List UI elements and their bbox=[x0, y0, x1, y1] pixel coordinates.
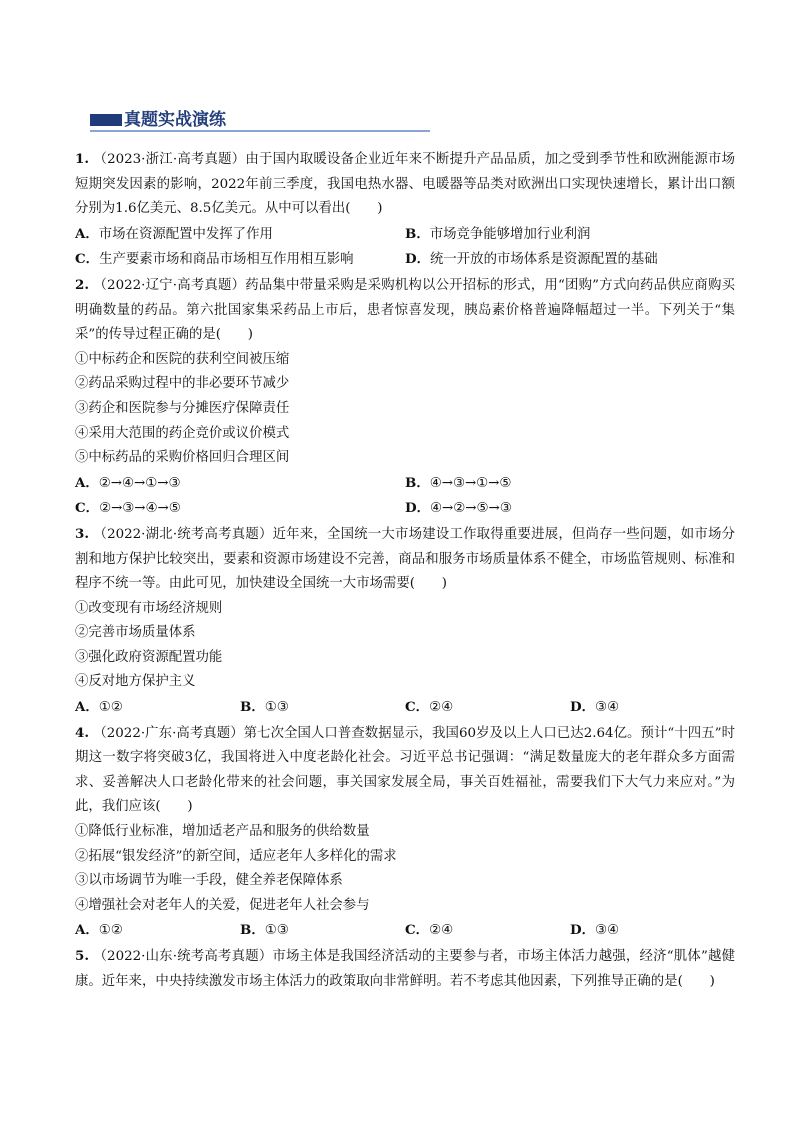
option-text: 市场竞争能够增加行业利润 bbox=[429, 226, 591, 242]
statement-item: ⑤中标药品的采购价格回归合理区间 bbox=[75, 450, 290, 466]
option-a[interactable] bbox=[75, 222, 405, 248]
statement-item: ①降低行业标准，增加适老产品和服务的供给数量 bbox=[75, 824, 370, 840]
option-text: ①③ bbox=[264, 700, 289, 716]
statement-item: ③药企和医院参与分摊医疗保障责任 bbox=[75, 400, 290, 416]
option-label: C． bbox=[405, 922, 430, 939]
question-text: （2022·山东·统考高考真题）市场主体是我国经济活动的主要参与者，市场主体活力越强，经济“肌体”越健康。近年来，中央持续激发市场主体活力的政策取向非常鲜明。若不考虑其他因素，下列推导正确的是( ) bbox=[75, 949, 735, 989]
option-text: ③④ bbox=[595, 923, 620, 939]
option-text: ④→②→⑤→③ bbox=[430, 501, 512, 517]
statement-item: ③强化政府资源配置功能 bbox=[75, 649, 223, 665]
section-title: 真题实战演练 bbox=[124, 110, 226, 130]
option-label: C． bbox=[75, 251, 100, 268]
statement-item: ④增强社会对老年人的关爱，促进老年人社会参与 bbox=[75, 897, 370, 913]
option-row bbox=[75, 496, 735, 522]
option-label: D． bbox=[405, 251, 431, 268]
question-text: （2022·湖北·统考高考真题）近年来，全国统一大市场建设工作取得重要进展，但尚存一些问题，如市场分割和地方保护比较突出，要素和资源市场建设不完善，商品和服务市场质量体系不健全，市场监管规则、标准和程序不统一等。由此可见，加快建设全国统一大市场需要( ) bbox=[75, 526, 735, 592]
question-number: 2. bbox=[75, 276, 89, 293]
option-label: D． bbox=[570, 699, 596, 716]
option-row bbox=[75, 471, 735, 497]
option-label: B． bbox=[240, 699, 265, 716]
statement-item: ④采用大范围的药企竞价或议价模式 bbox=[75, 425, 290, 441]
option-row bbox=[75, 918, 735, 944]
option-label: A． bbox=[75, 225, 99, 242]
question-stem bbox=[75, 721, 735, 820]
option-c[interactable] bbox=[405, 918, 570, 944]
option-label: A． bbox=[75, 699, 99, 716]
option-label: A． bbox=[75, 474, 99, 491]
option-label: D． bbox=[405, 500, 431, 517]
question-number: 4. bbox=[75, 724, 89, 741]
option-row bbox=[75, 247, 735, 273]
option-label: B． bbox=[240, 922, 265, 939]
statement-item: ②药品采购过程中的非必要环节减少 bbox=[75, 376, 290, 392]
question-2 bbox=[75, 273, 735, 522]
question-stem bbox=[75, 522, 735, 597]
statement-item: ④反对地方保护主义 bbox=[75, 674, 196, 690]
question-5 bbox=[75, 944, 735, 994]
question-4 bbox=[75, 721, 735, 944]
option-d[interactable] bbox=[570, 918, 735, 944]
option-label: C． bbox=[405, 699, 430, 716]
option-text: 市场在资源配置中发挥了作用 bbox=[98, 226, 273, 242]
option-d[interactable] bbox=[405, 247, 735, 273]
option-c[interactable] bbox=[75, 247, 405, 273]
option-text: ①② bbox=[98, 700, 123, 716]
option-text: ①③ bbox=[264, 923, 289, 939]
option-b[interactable] bbox=[405, 471, 735, 497]
statement-item: ①改变现有市场经济规则 bbox=[75, 600, 223, 616]
option-b[interactable] bbox=[240, 918, 405, 944]
option-text: ④→③→①→⑤ bbox=[429, 475, 512, 491]
option-text: 统一开放的市场体系是资源配置的基础 bbox=[430, 252, 658, 268]
option-label: C． bbox=[75, 500, 100, 517]
option-label: B． bbox=[405, 474, 430, 491]
question-text: （2023·浙江·高考真题）由于国内取暖设备企业近年来不断提升产品品质，加之受到季节性和欧洲能源市场短期突发因素的影响，2022年前三季度，我国电热水器、电暖器等品类对欧洲出口实现快速增长，累计出口额分别为1.6亿美元、8.5亿美元。从中可以看出( ) bbox=[75, 152, 735, 217]
question-number: 5. bbox=[75, 948, 89, 964]
question-list bbox=[75, 147, 735, 994]
section-header bbox=[90, 108, 430, 132]
question-stem bbox=[75, 147, 735, 222]
option-text: 生产要素市场和商品市场相互作用相互影响 bbox=[99, 252, 354, 268]
option-d[interactable] bbox=[405, 496, 735, 522]
section-header-rule bbox=[90, 130, 430, 132]
question-text: （2022·辽宁·高考真题）药品集中带量采购是采购机构以公开招标的形式，用“团购”方式向药品供应商购买明确数量的药品。第六批国家集采药品上市后，患者惊喜发现，胰岛素价格普遍降幅超过一半。下列关于“集采”的传导过程正确的是( ) bbox=[75, 277, 735, 343]
option-text: ②④ bbox=[429, 700, 454, 716]
option-label: B． bbox=[405, 225, 430, 242]
question-text: （2022·广东·高考真题）第七次全国人口普查数据显示，我国60岁及以上人口已达2.64亿。预计“十四五”时期这一数字将突破3亿，我国将进入中度老龄化社会。习近平总书记强调：“满足数量庞大的老年群众多方面需求、妥善解决人口老龄化带来的社会问题，事关国家发展全局，事关百姓福祉，需要我们下大气力来应对。”为此，我们应该( ) bbox=[75, 725, 735, 815]
question-number: 3. bbox=[75, 525, 89, 542]
statement-item: ②拓展“银发经济”的新空间，适应老年人多样化的需求 bbox=[75, 848, 397, 864]
option-label: D． bbox=[570, 922, 596, 939]
question-number: 1. bbox=[75, 151, 89, 167]
question-3 bbox=[75, 522, 735, 721]
option-c[interactable] bbox=[75, 496, 405, 522]
option-d[interactable] bbox=[570, 695, 735, 721]
statement-item: ②完善市场质量体系 bbox=[75, 625, 196, 641]
question-stem bbox=[75, 944, 735, 994]
question-stem bbox=[75, 273, 735, 348]
option-row bbox=[75, 695, 735, 721]
option-text: ②→④→①→③ bbox=[98, 475, 181, 491]
option-b[interactable] bbox=[405, 222, 735, 248]
option-text: ②→③→④→⑤ bbox=[99, 501, 181, 517]
question-1 bbox=[75, 147, 735, 273]
option-row bbox=[75, 222, 735, 248]
option-c[interactable] bbox=[405, 695, 570, 721]
option-b[interactable] bbox=[240, 695, 405, 721]
section-header-bar bbox=[90, 114, 122, 126]
statement-item: ①中标药企和医院的获利空间被压缩 bbox=[75, 351, 290, 367]
option-text: ①② bbox=[98, 923, 123, 939]
option-label: A． bbox=[75, 922, 99, 939]
option-a[interactable] bbox=[75, 695, 240, 721]
option-text: ③④ bbox=[595, 700, 620, 716]
option-a[interactable] bbox=[75, 918, 240, 944]
option-text: ②④ bbox=[429, 923, 454, 939]
statement-item: ③以市场调节为唯一手段，健全养老保障体系 bbox=[75, 873, 343, 889]
option-a[interactable] bbox=[75, 471, 405, 497]
